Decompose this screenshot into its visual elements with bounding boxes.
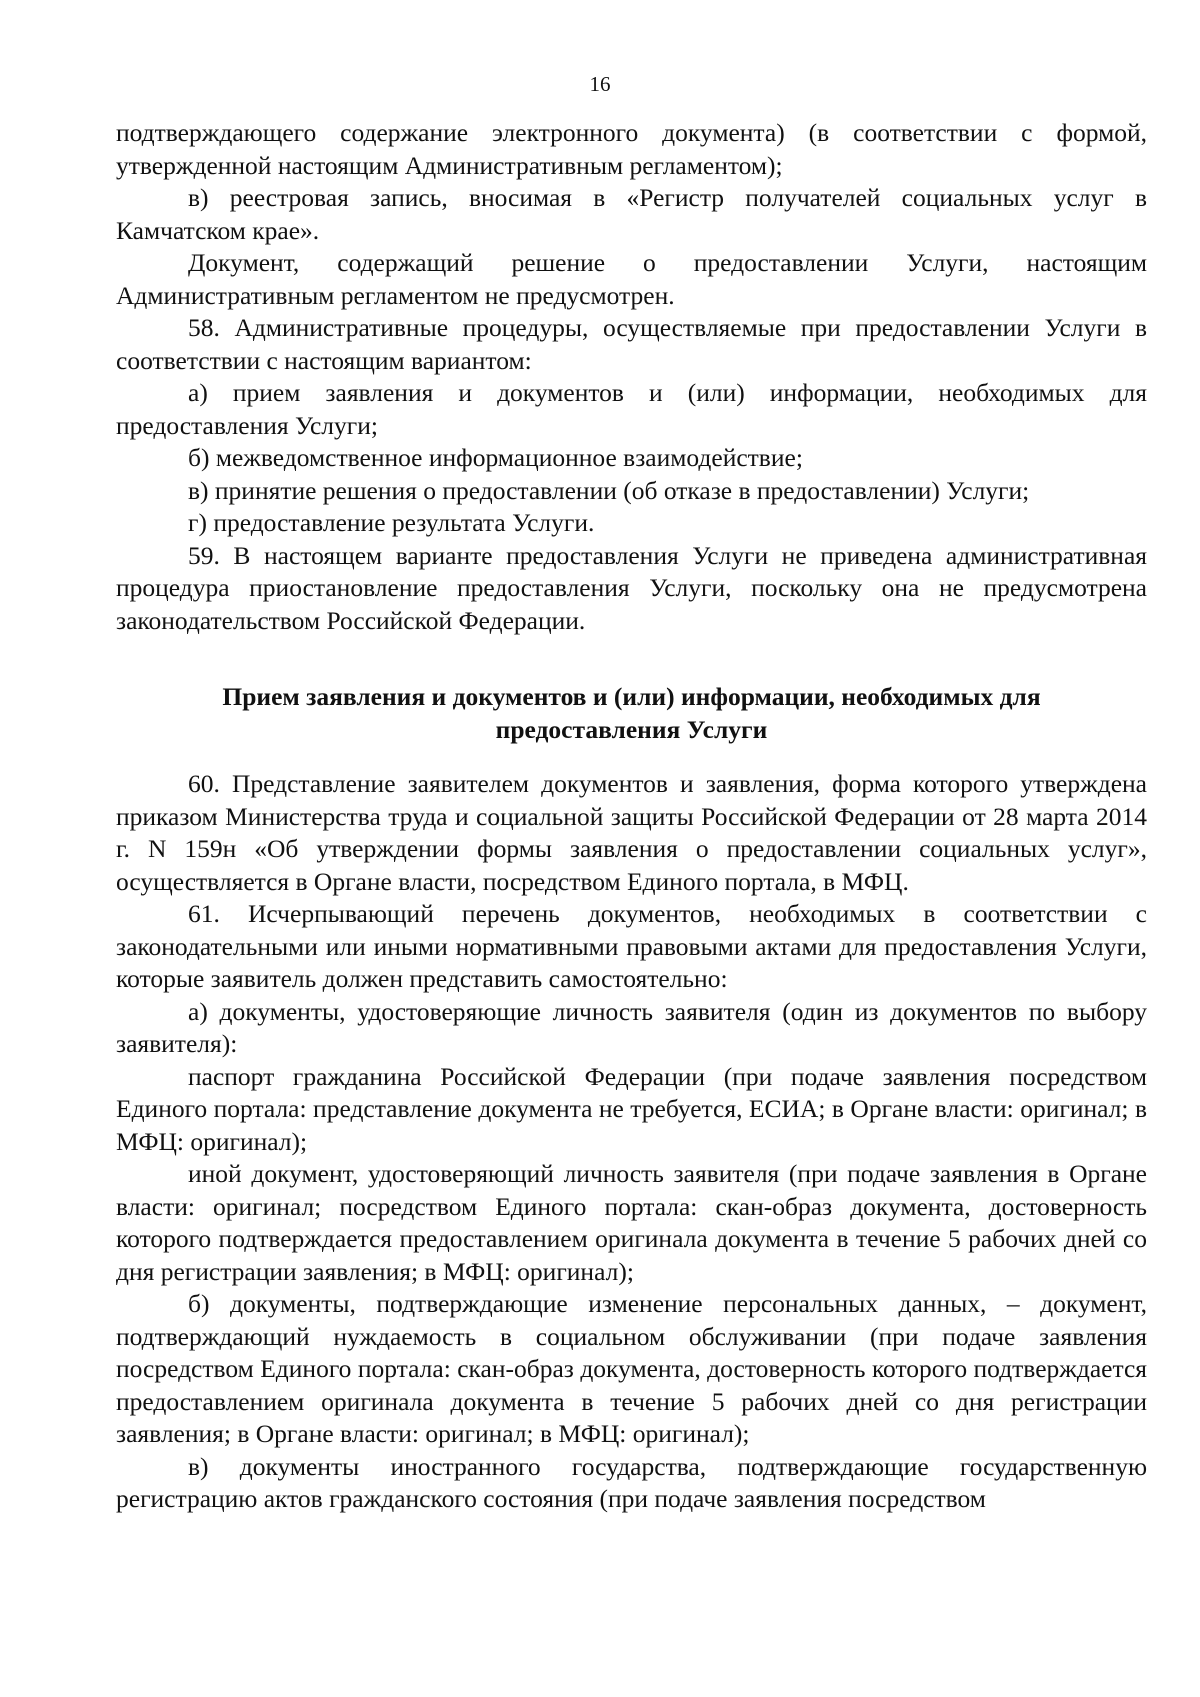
paragraph-61-v: в) документы иностранного государства, подтверждающие государственную регистрацию актов гражданского состояния (при подаче заявления посредством: [116, 1451, 1147, 1513]
heading-spacer: [116, 746, 1147, 768]
paragraph-registry-entry: в) реестровая запись, вносимая в «Регистр получателей социальных услуг в Камчатском крае».: [116, 183, 1147, 245]
paragraph-60: 60. Представление заявителем документов и заявления, форма которого утверждена приказом Министерства труда и социальной защиты Российской Федерации от 28 марта 2014 г. N 159н «Об утверждении формы заявления о предоставлении социальных услуг», осуществляется в Органе власти, посредством Единого портала, в МФЦ.: [116, 769, 1147, 896]
document-body: [116, 117, 1147, 1516]
paragraph-61: 61. Исчерпывающий перечень документов, необходимых в соответствии с законодательными или иными нормативными правовыми актами для предоставления Услуги, которые заявитель должен представить самостоятельно:: [116, 899, 1147, 993]
page-number: 16: [589, 72, 611, 96]
paragraph-61-a: а) документы, удостоверяющие личность заявителя (один из документов по выбору заявителя):: [116, 996, 1147, 1058]
section-spacer: [116, 637, 1147, 681]
paragraph-59: 59. В настоящем варианте предоставления Услуги не приведена административная процедура приостановление предоставления Услуги, поскольку она не предусмотрена законодательством Российской Федерации.: [116, 540, 1147, 635]
paragraph-61-a-passport: паспорт гражданина Российской Федерации (при подаче заявления посредством Единого портала: представление документа не требуется, ЕСИА; в Органе власти: оригинал; в МФЦ: оригинал);: [116, 1061, 1147, 1156]
paragraph-58-v: в) принятие решения о предоставлении (об отказе в предоставлении) Услуги;: [188, 475, 1030, 505]
paragraph-61-b: б) документы, подтверждающие изменение персональных данных, – документ, подтверждающий нуждаемость в социальном обслуживании (при подаче заявления посредством Единого портала: скан-образ документа, достоверность которого подтверждается предоставлением оригинала документа в течение 5 рабочих дней со дня регистрации заявления; в Органе власти: оригинал; в МФЦ: оригинал);: [116, 1289, 1147, 1448]
paragraph-58: 58. Административные процедуры, осуществляемые при предоставлении Услуги в соответствии с настоящим вариантом:: [116, 313, 1147, 375]
paragraph-decision-document: Документ, содержащий решение о предоставлении Услуги, настоящим Административным регламентом не предусмотрен.: [116, 248, 1147, 310]
paragraph-61-a-other-document: иной документ, удостоверяющий личность заявителя (при подаче заявления в Органе власти: оригинал; посредством Единого портала: скан-образ документа, достоверность которого подтверждается предоставлением оригинала документа в течение 5 рабочих дней со дня регистрации заявления; в МФЦ: оригинал);: [116, 1159, 1147, 1286]
section-heading: Прием заявления и документов и (или) информации, необходимых для предоставления Услуги: [222, 682, 1041, 744]
paragraph-58-b: б) межведомственное информационное взаимодействие;: [188, 443, 803, 472]
paragraph-continuation: подтверждающего содержание электронного документа) (в соответствии с формой, утвержденной настоящим Административным регламентом);: [116, 118, 1147, 180]
paragraph-58-g: г) предоставление результата Услуги.: [188, 508, 595, 537]
paragraph-58-a: а) прием заявления и документов и (или) информации, необходимых для предоставления Услуги;: [116, 378, 1147, 440]
